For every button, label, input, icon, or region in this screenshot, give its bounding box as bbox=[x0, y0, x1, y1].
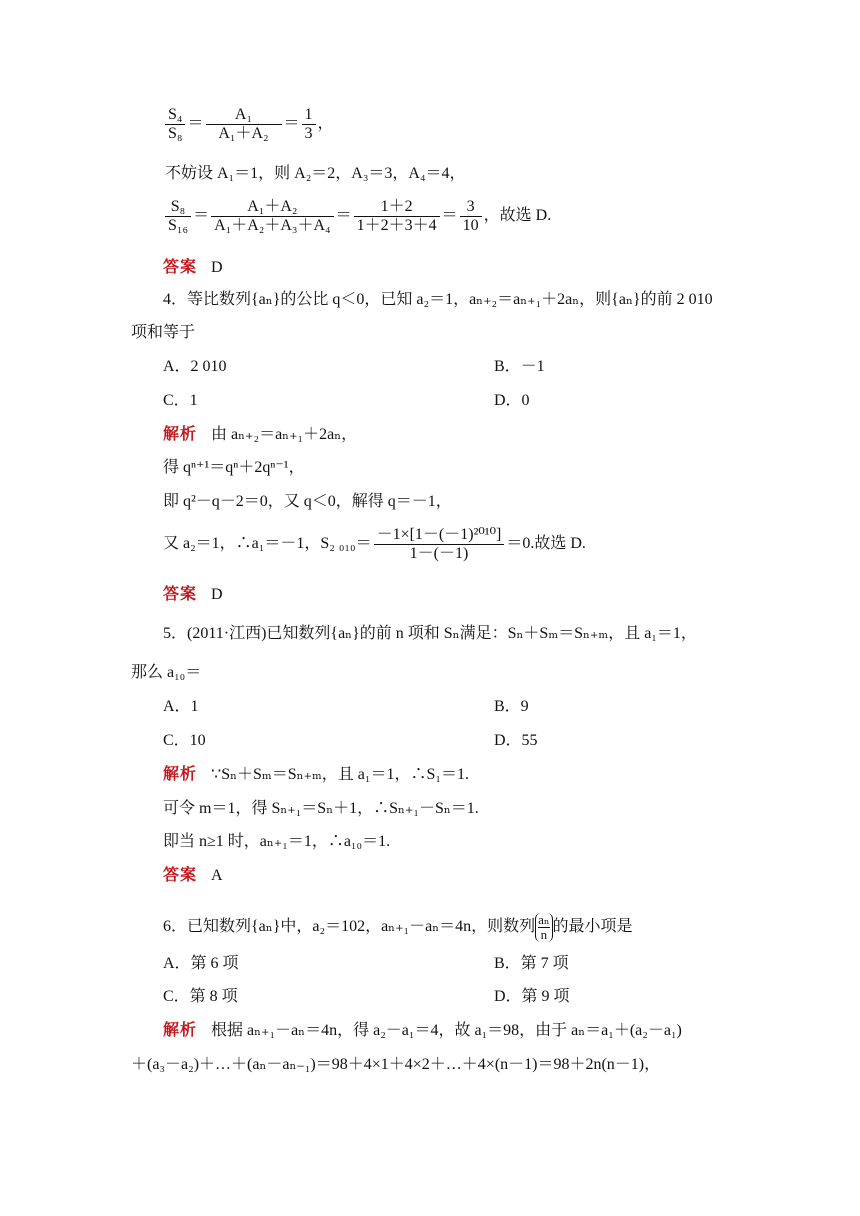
answer-value: A bbox=[211, 867, 223, 884]
fraction bbox=[354, 198, 440, 235]
denominator: 1＋2＋3＋4 bbox=[356, 217, 437, 234]
fraction bbox=[374, 526, 505, 563]
numerator: 1 bbox=[302, 106, 316, 125]
stem-text: 6．已知数列{aₙ}中，a₂＝102，aₙ₊₁－aₙ＝4n，则数列 bbox=[163, 918, 536, 935]
solution-text: 由 aₙ₊₂＝aₙ₊₁＋2aₙ， bbox=[211, 426, 358, 443]
analysis-label: 解析 bbox=[163, 766, 198, 783]
denominator: S₈ bbox=[168, 125, 183, 142]
numerator: A₁ bbox=[206, 106, 282, 125]
punctuation: ，故选 D. bbox=[483, 207, 552, 225]
fraction bbox=[302, 106, 316, 143]
option-d: D．第 9 项 bbox=[494, 988, 570, 1005]
fraction bbox=[460, 198, 482, 235]
solution-text: 即 q²－q－2＝0，又 q＜0，解得 q＝－1， bbox=[163, 493, 452, 510]
fraction-line-2: $\frac{\text{S₈}}{\text{S₁₆}}$ ＝ $\frac{\text{A₁＋A₂}}{\text{A₁＋A₂＋A₃＋A₄}}$ ＝ $\frac{1+2}{1+2+3+4}$ ＝ $\frac{3}{10}$ ，故选 D. bbox=[163, 198, 551, 235]
numerator: S₈ bbox=[165, 198, 191, 217]
answer-value: D bbox=[211, 259, 223, 276]
stem-text: 的最小项是 bbox=[552, 918, 633, 935]
option-c: C．10 bbox=[163, 732, 206, 749]
solution-text: 得 qⁿ⁺¹＝qⁿ＋2qⁿ⁻¹， bbox=[163, 459, 305, 476]
denominator: A₁＋A₂ bbox=[218, 125, 269, 142]
option-a: A．2 010 bbox=[163, 358, 227, 375]
solution-text: 又 a₂＝1，∴a₁＝－1，S₂ ₀₁₀＝ bbox=[163, 535, 372, 553]
solution-row bbox=[163, 526, 586, 563]
analysis-label: 解析 bbox=[163, 426, 198, 443]
answer-row bbox=[163, 258, 223, 278]
denominator: 3 bbox=[304, 125, 313, 142]
answer-label: 答案 bbox=[163, 586, 198, 603]
denominator: n bbox=[540, 926, 548, 942]
solution-text: 即当 n≥1 时，aₙ₊₁＝1，∴a₁₀＝1. bbox=[163, 833, 391, 850]
option-a: A．1 bbox=[163, 698, 199, 715]
question-stem: 5．(2011·江西)已知数列{aₙ}的前 n 项和 Sₙ满足：Sₙ＋Sₘ＝Sₙ₊ₘ，且 a₁＝1， bbox=[163, 625, 697, 642]
solution-text: ＋(a₃－a₂)＋…＋(aₙ－aₙ₋₁)＝98＋4×1＋4×2＋…＋4×(n－1)＝98＋2n(n－1)， bbox=[131, 1056, 661, 1073]
fraction-line-1: $\frac{\text{S₄}}{\text{S₈}}$ ＝ $\frac{\text{A₁}}{\text{A₁＋A₂}}$ ＝ $\frac{1}{3}$ ， bbox=[163, 106, 334, 143]
option-c: C．1 bbox=[163, 392, 198, 409]
option-a: A．第 6 项 bbox=[163, 955, 239, 972]
fraction bbox=[211, 198, 334, 235]
answer-row bbox=[163, 866, 223, 886]
numerator: 1＋2 bbox=[354, 198, 440, 217]
solution-row bbox=[163, 765, 469, 785]
option-c: C．第 8 项 bbox=[163, 988, 238, 1005]
punctuation: ， bbox=[317, 115, 334, 133]
text-line: 不妨设 A₁＝1，则 A₂＝2，A₃＝3，A₄＝4， bbox=[165, 165, 466, 182]
solution-text: 根据 aₙ₊₁－aₙ＝4n，得 a₂－a₁＝4，故 a₁＝98，由于 aₙ＝a₁＋(a₂－a₁) bbox=[211, 1022, 682, 1039]
answer-label: 答案 bbox=[163, 259, 198, 276]
answer-value: D bbox=[211, 586, 223, 603]
numerator: －1×[1－(－1)²⁰¹⁰] bbox=[374, 526, 505, 545]
denominator: S₁₆ bbox=[168, 217, 189, 234]
denominator: 1－(－1) bbox=[409, 545, 469, 562]
numerator: S₄ bbox=[165, 106, 185, 125]
solution-text: ∵Sₙ＋Sₘ＝Sₙ₊ₘ，且 a₁＝1，∴S₁＝1. bbox=[211, 766, 469, 783]
solution-text: ＝0.故选 D. bbox=[506, 535, 586, 553]
numerator: 3 bbox=[460, 198, 482, 217]
answer-row bbox=[163, 585, 223, 605]
question-stem: 那么 a₁₀＝ bbox=[131, 664, 202, 681]
question-stem: 项和等于 bbox=[131, 324, 196, 341]
option-d: D．55 bbox=[494, 732, 538, 749]
solution-text: 可令 m＝1，得 Sₙ₊₁＝Sₙ＋1，∴Sₙ₊₁－Sₙ＝1. bbox=[163, 800, 479, 817]
option-d: D．0 bbox=[494, 392, 530, 409]
fraction bbox=[165, 106, 185, 143]
answer-label: 答案 bbox=[163, 867, 198, 884]
numerator: aₙ bbox=[538, 911, 550, 927]
analysis-label: 解析 bbox=[163, 1022, 198, 1039]
numerator: A₁＋A₂ bbox=[211, 198, 334, 217]
question-stem bbox=[163, 907, 633, 947]
fraction bbox=[206, 106, 282, 143]
question-stem: 4．等比数列{aₙ}的公比 q＜0，已知 a₂＝1，aₙ₊₂＝aₙ₊₁＋2aₙ，则{aₙ}的前 2 010 bbox=[163, 291, 713, 308]
option-b: B．9 bbox=[494, 698, 529, 715]
option-b: B．第 7 项 bbox=[494, 955, 569, 972]
solution-row bbox=[163, 425, 357, 445]
sequence-brace bbox=[535, 913, 552, 942]
option-b: B．－1 bbox=[494, 358, 545, 375]
solution-row bbox=[163, 1021, 682, 1041]
fraction bbox=[165, 198, 191, 235]
denominator: A₁＋A₂＋A₃＋A₄ bbox=[214, 217, 331, 234]
denominator: 10 bbox=[462, 217, 479, 234]
